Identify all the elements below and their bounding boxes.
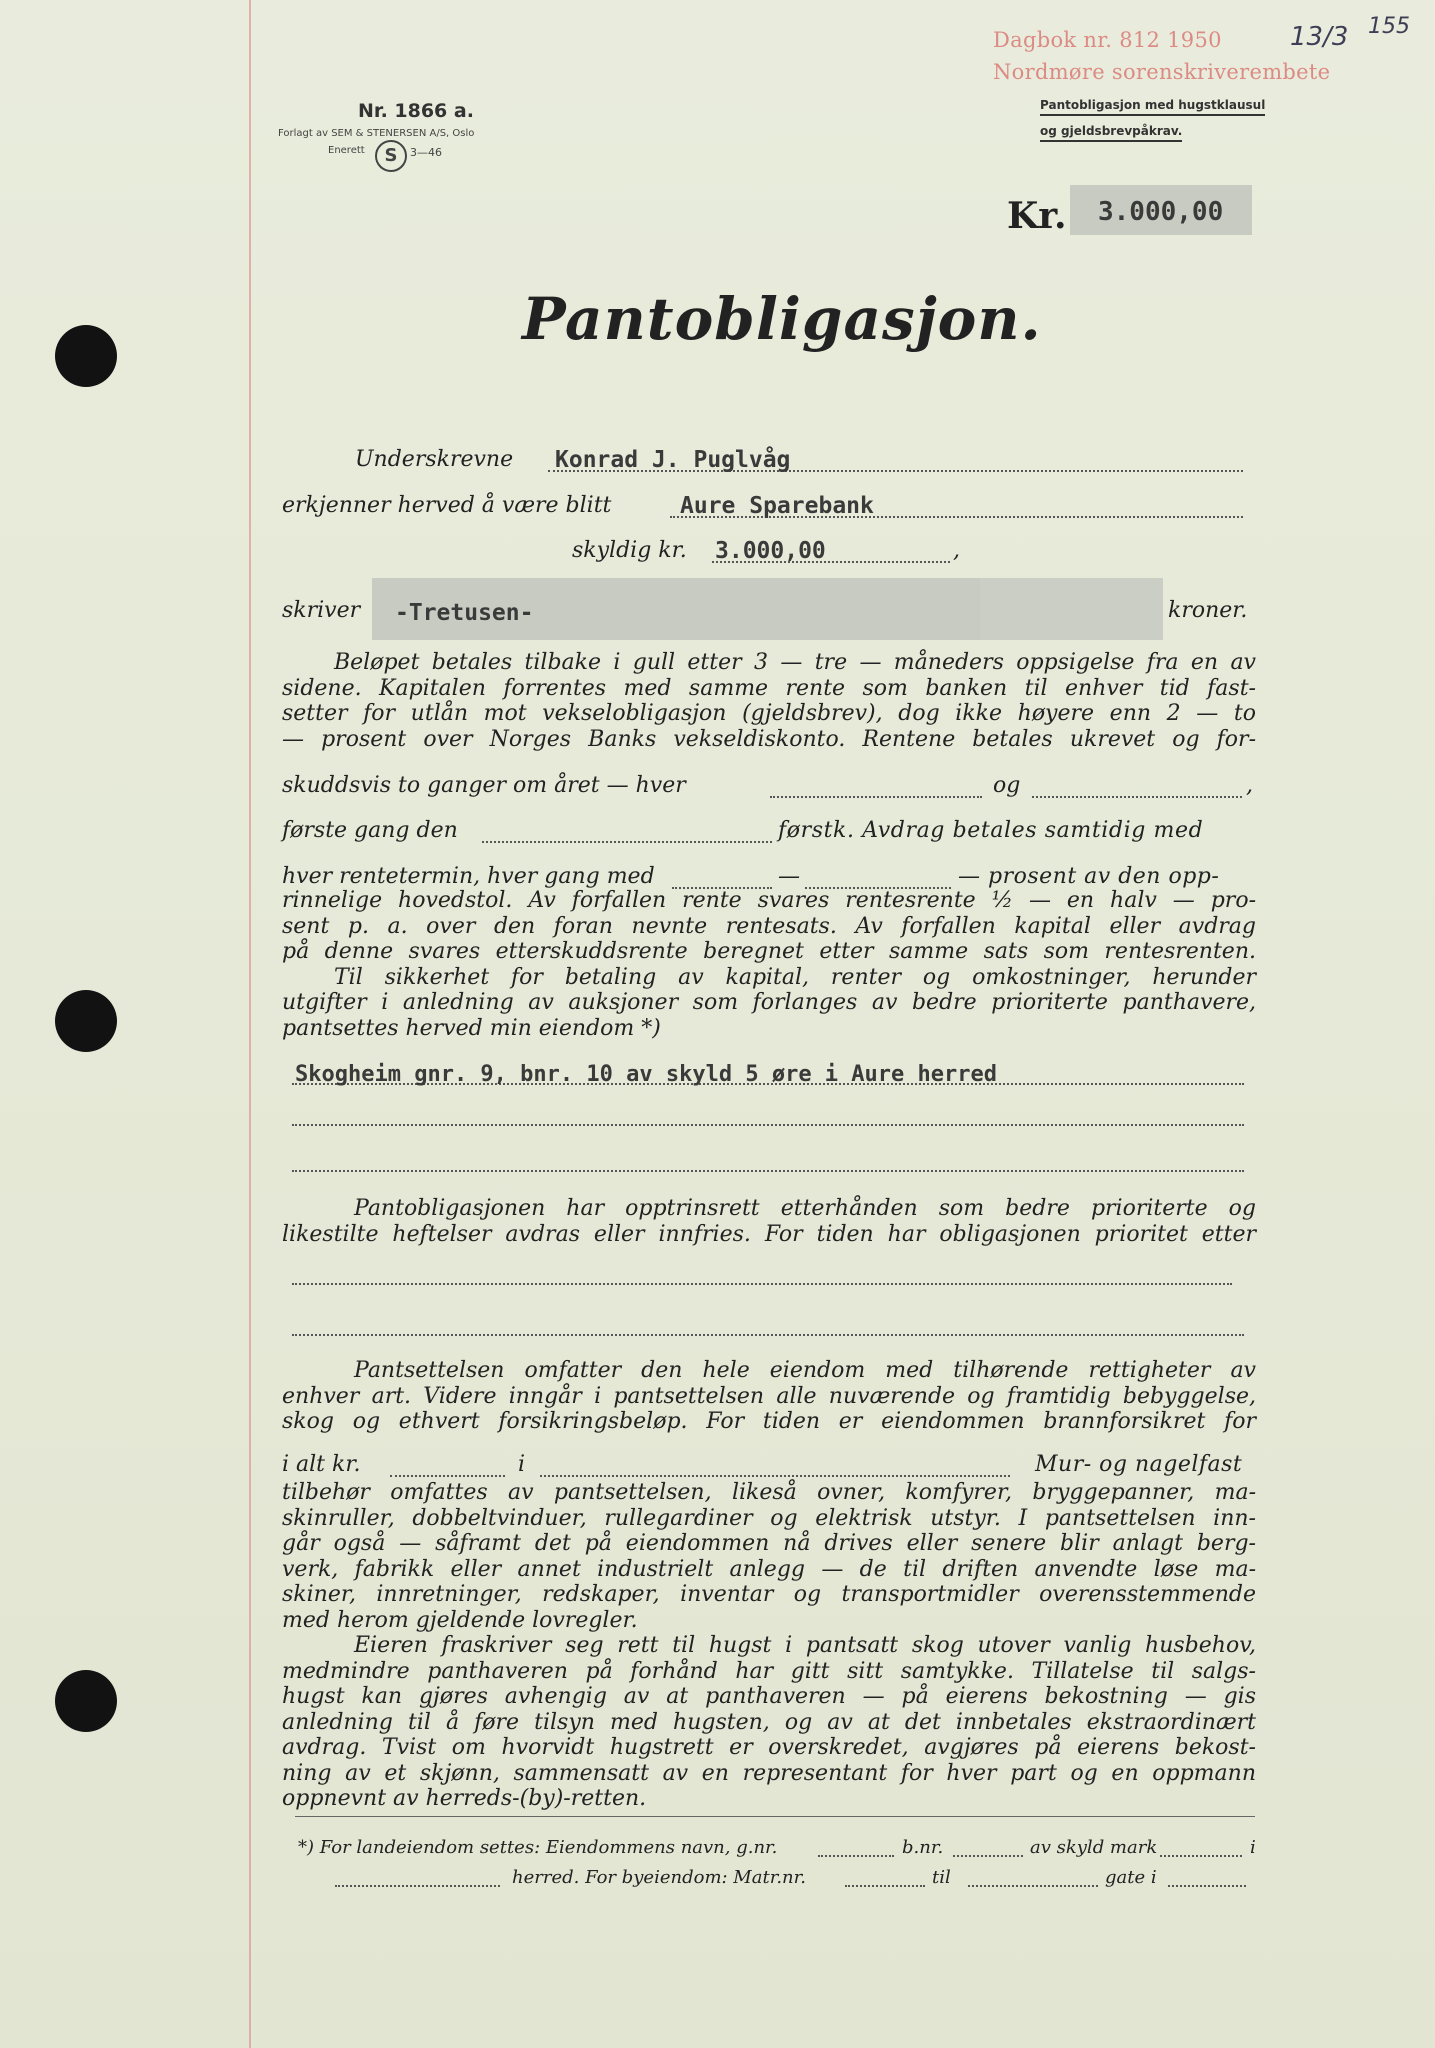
terms-line-a-end: ,: [1246, 773, 1253, 798]
fill-line: [968, 1885, 1098, 1887]
paragraph-interest-security: [282, 888, 1256, 1041]
text-line: med herom gjeldende lovregler.: [282, 1607, 638, 1633]
terms-line-c-left: hver rentetermin, hver gang med: [282, 864, 655, 889]
text-line: rinnelige hovedstol. Av forfallen rente svares rentesrente ½ — en halv — pro-: [282, 888, 1256, 913]
terms-line-a-left: skuddsvis to ganger om året — hver: [282, 773, 686, 798]
registry-stamp-line2: Nordmøre sorenskriverembete: [993, 60, 1331, 84]
fill-line: [390, 1475, 505, 1477]
fill-line: [292, 1124, 1244, 1126]
fill-line: [335, 1885, 500, 1887]
insurance-mid: i: [518, 1452, 526, 1477]
text-line: anledning til å føre tilsyn med hugsten, og av at det innbetales ekstraordinært: [282, 1709, 1256, 1735]
clause-line2: og gjeldsbrevpåkrav.: [1040, 124, 1182, 142]
clause-line1: Pantobligasjon med hugstklausul: [1040, 98, 1265, 116]
text-line: Pantobligasjonen har opptrinsrett etterhånden som bedre prioriterte og: [354, 1196, 1256, 1221]
text-line: ning av et skjønn, sammensatt av en representant for hver part og en oppmann: [282, 1760, 1256, 1786]
text-line: på denne svares etterskuddsrente beregnet etter samme sats som rentesrenten.: [282, 939, 1256, 964]
fill-line: [482, 841, 772, 843]
fill-line: [845, 1885, 925, 1887]
text-line: — prosent over Norges Banks vekseldiskonto. Rentene betales ukrevet og for-: [282, 726, 1256, 752]
text-line: tilbehør omfattes av pantsettelsen, likeså ovner, komfyrer, bryggepanner, ma-: [282, 1480, 1256, 1505]
publisher-line2: Enerett: [328, 145, 365, 156]
creditor-label: erkjenner herved å være blitt: [282, 493, 612, 518]
text-line: utgifter i anledning av auksjoner som forlanges av bedre prioriterte panthavere,: [282, 990, 1256, 1015]
fill-line: [292, 1170, 1244, 1172]
fill-line: [540, 1475, 1010, 1477]
text-line: sidene. Kapitalen forrentes med samme rente som banken til enhver tid fast-: [282, 675, 1256, 701]
text-line: hugst kan gjøres avhengig av at panthaveren — på eierens bekostning — gis: [282, 1684, 1256, 1709]
words-value: -Tretusen-: [395, 600, 534, 626]
punch-hole: [55, 1670, 117, 1732]
margin-line: [249, 0, 251, 2048]
registry-stamp-line1: Dagbok nr. 812 1950: [993, 28, 1222, 52]
text-line: oppnevnt av herreds-(by)-retten.: [282, 1786, 647, 1811]
terms-line-c-right: — prosent av den opp-: [958, 864, 1220, 889]
owing-value: 3.000,00: [715, 538, 826, 564]
undersigned-label: Underskrevne: [355, 447, 514, 472]
fill-line: [292, 1334, 1244, 1336]
document-title: Pantobligasjon.: [522, 285, 1042, 353]
paragraph-repayment: [282, 650, 1256, 752]
punch-hole: [55, 990, 117, 1052]
text-line: verk, fabrikk eller annet industrielt anlegg — de til driften anvendte løse ma-: [282, 1556, 1256, 1582]
terms-line-b-left: første gang den: [282, 818, 458, 843]
handwritten-date: 13/3: [1290, 22, 1349, 52]
text-line: sent p. a. over den foran nevnte rentesats. Av forfallen kapital eller avdrag: [282, 913, 1256, 939]
words-label: skriver: [282, 598, 361, 623]
owing-comma: ,: [953, 538, 960, 563]
paragraph-scope: [282, 1358, 1256, 1435]
words-suffix: kroner.: [1168, 598, 1248, 623]
text-line: Eieren fraskriver seg rett til hugst i pantsatt skog utover vanlig husbehov,: [354, 1633, 1256, 1658]
footnote-divider: [295, 1816, 1255, 1817]
fill-line: [1160, 1855, 1242, 1857]
text-line: setter for utlån mot vekselobligasjon (gjeldsbrev), dog ikke høyere enn 2 — to: [282, 701, 1256, 726]
insurance-right: Mur- og nagelfast: [1035, 1452, 1243, 1477]
fill-line: [1168, 1885, 1246, 1887]
text-line: likestilte heftelser avdras eller innfries. For tiden har obligasjonen prioritet etter: [282, 1221, 1256, 1247]
undersigned-value: Konrad J. Puglvåg: [555, 447, 791, 473]
footnote-l1-c: av skyld mark: [1030, 1837, 1158, 1858]
terms-line-c-dash: —: [778, 864, 800, 889]
footnote-l1-a: *) For landeiendom settes: Eiendommens navn, g.nr.: [298, 1837, 778, 1858]
fill-line: [292, 1283, 1232, 1285]
terms-line-b-right: førstk. Avdrag betales samtidig med: [778, 818, 1204, 843]
text-line: medmindre panthaveren på forhånd har gitt sitt samtykke. Tillatelse til salgs-: [282, 1658, 1256, 1684]
text-line: skiner, innretninger, redskaper, inventar og transportmidler overensstemmende: [282, 1582, 1256, 1607]
fill-line: [953, 1855, 1023, 1857]
form-number: Nr. 1866 a.: [358, 100, 474, 122]
fill-line: [770, 796, 982, 798]
punch-hole: [55, 325, 117, 387]
footnote-l2-b: til: [932, 1867, 951, 1888]
owing-label: skyldig kr.: [572, 538, 687, 563]
text-line: Beløpet betales tilbake i gull etter 3 — tre — måneders oppsigelse fra en av: [334, 650, 1256, 675]
text-line: Pantsettelsen omfatter den hele eiendom med tilhørende rettigheter av: [354, 1358, 1256, 1383]
text-line: avdrag. Tvist om hvorvidt hugstrett er overskredet, avgjøres på eierens bekost-: [282, 1735, 1256, 1760]
amount-value: 3.000,00: [1098, 197, 1224, 227]
terms-line-a-mid: og: [993, 773, 1021, 798]
creditor-value: Aure Sparebank: [680, 493, 874, 519]
page-number: 155: [1368, 14, 1410, 39]
text-line: enhver art. Videre inngår i pantsettelsen alle nuværende og framtidig bebyggelse,: [282, 1383, 1256, 1409]
publisher-seal: S: [375, 140, 407, 172]
publisher-code: 3—46: [410, 146, 442, 159]
fill-line: [818, 1855, 894, 1857]
insurance-left: i alt kr.: [282, 1452, 361, 1477]
amount-label: Kr.: [1007, 195, 1067, 237]
publisher-line1: Forlagt av SEM & STENERSEN A/S, Oslo: [278, 128, 475, 139]
text-line: skog og ethvert forsikringsbeløp. For tiden er eiendommen brannforsikret for: [282, 1409, 1256, 1434]
fill-line: [1032, 796, 1242, 798]
text-line: skinruller, dobbeltvinduer, rullegardiner og elektrisk utstyr. I pantsettelsen inn-: [282, 1505, 1256, 1531]
text-line: Til sikkerhet for betaling av kapital, renter og omkostninger, herunder: [334, 964, 1256, 990]
text-line: går også — såframt det på eiendommen nå drives eller senere blir anlagt berg-: [282, 1531, 1256, 1556]
footnote-l1-b: b.nr.: [902, 1837, 944, 1858]
footnote-l1-d: i: [1250, 1837, 1256, 1858]
property-value: Skogheim gnr. 9, bnr. 10 av skyld 5 øre i Aure herred: [295, 1062, 997, 1087]
text-line: pantsettes herved min eiendom *): [282, 1015, 661, 1041]
footnote-l2-c: gate i: [1105, 1867, 1157, 1888]
paragraph-inventory-logging: [282, 1480, 1256, 1812]
words-box-right: [980, 578, 1163, 640]
footnote-l2-a: herred. For byeiendom: Matr.nr.: [512, 1867, 806, 1888]
paragraph-priority: [282, 1196, 1256, 1247]
